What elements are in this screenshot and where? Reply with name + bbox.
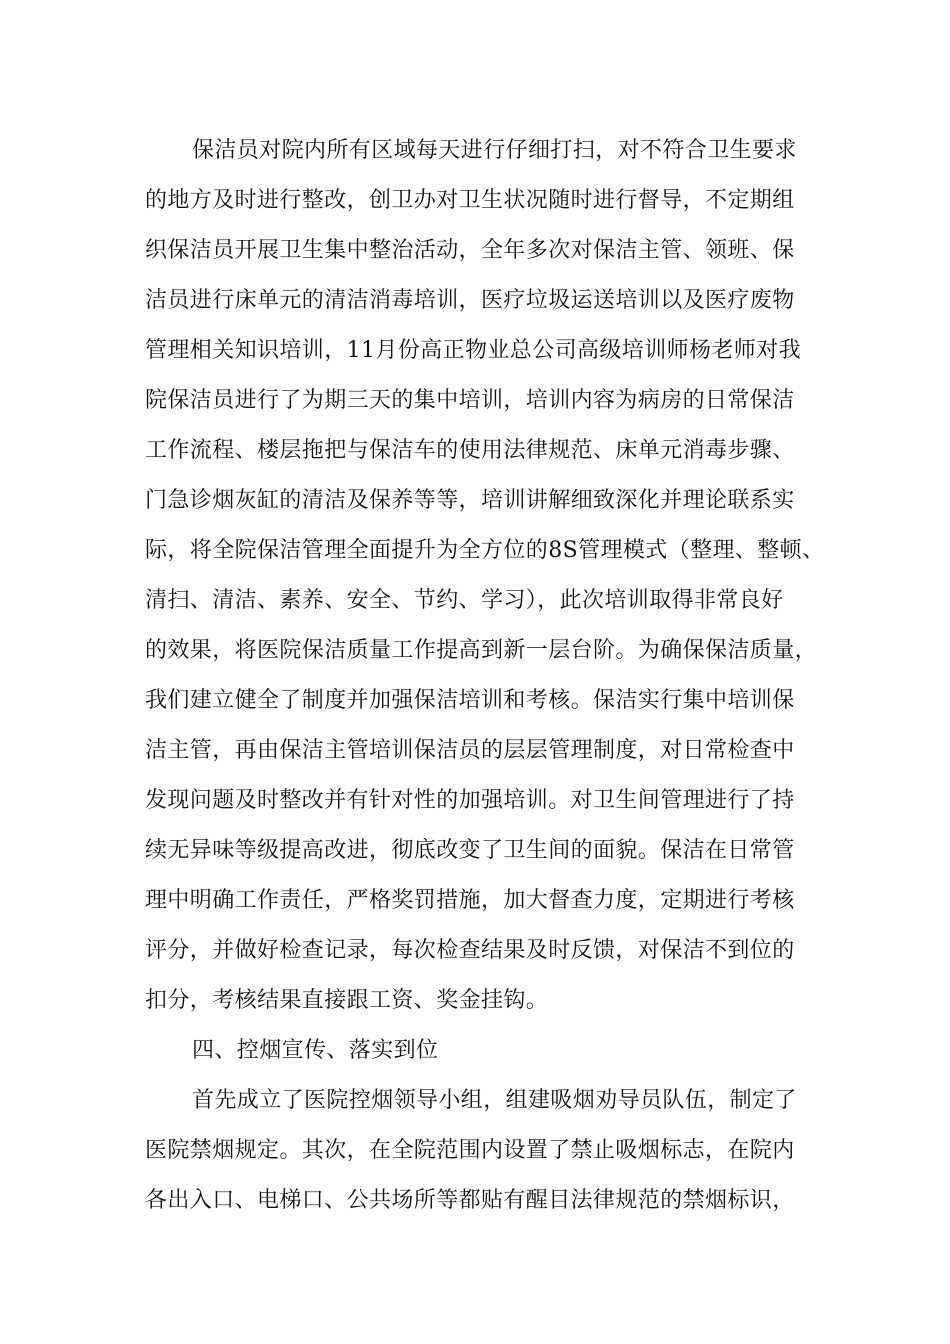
paragraph-line: 发现问题及时整改并有针对性的加强培训。对卫生间管理进行了持 (145, 788, 795, 813)
paragraph-line: 的地方及时进行整改，创卫办对卫生状况随时进行督导，不定期组 (145, 188, 795, 213)
paragraph-line: 的效果，将医院保洁质量工作提高到新一层台阶。为确保保洁质量， (145, 638, 818, 663)
paragraph-line: 保洁员对院内所有区域每天进行仔细打扫，对不符合卫生要求 (192, 138, 797, 163)
paragraph-line: 管理相关知识培训，11月份高正物业总公司高级培训师杨老师对我 (145, 338, 801, 363)
paragraph-line: 扣分，考核结果直接跟工资、奖金挂钩。 (145, 988, 549, 1013)
paragraph-line: 清扫、清洁、素养、安全、节约、学习），此次培训取得非常良好 (145, 588, 784, 613)
paragraph-line: 首先成立了医院控烟领导小组，组建吸烟劝导员队伍，制定了 (192, 1088, 797, 1113)
paragraph-line: 续无异味等级提高改进，彻底改变了卫生间的面貌。保洁在日常管 (145, 838, 795, 863)
paragraph-line: 院保洁员进行了为期三天的集中培训，培训内容为病房的日常保洁 (145, 388, 795, 413)
paragraph-line: 际，将全院保洁管理全面提升为全方位的8S管理模式（整理、整顿、 (145, 538, 825, 563)
paragraph-line: 评分，并做好检查记录，每次检查结果及时反馈，对保洁不到位的 (145, 938, 795, 963)
section-heading: 四、控烟宣传、落实到位 (192, 1038, 439, 1063)
paragraph-line: 我们建立健全了制度并加强保洁培训和考核。保洁实行集中培训保 (145, 688, 795, 713)
paragraph-line: 理中明确工作责任，严格奖罚措施，加大督查力度，定期进行考核 (145, 888, 795, 913)
paragraph-line: 工作流程、楼层拖把与保洁车的使用法律规范、床单元消毒步骤、 (145, 438, 795, 463)
paragraph-line: 洁主管，再由保洁主管培训保洁员的层层管理制度，对日常检查中 (145, 738, 795, 763)
paragraph-line: 织保洁员开展卫生集中整治活动，全年多次对保洁主管、领班、保 (145, 238, 795, 263)
paragraph-line: 医院禁烟规定。其次，在全院范围内设置了禁止吸烟标志，在院内 (145, 1138, 795, 1163)
paragraph-line: 各出入口、电梯口、公共场所等都贴有醒目法律规范的禁烟标识， (145, 1188, 795, 1213)
paragraph-line: 洁员进行床单元的清洁消毒培训，医疗垃圾运送培训以及医疗废物 (145, 288, 795, 313)
paragraph-line: 门急诊烟灰缸的清洁及保养等等，培训讲解细致深化并理论联系实 (145, 488, 795, 513)
